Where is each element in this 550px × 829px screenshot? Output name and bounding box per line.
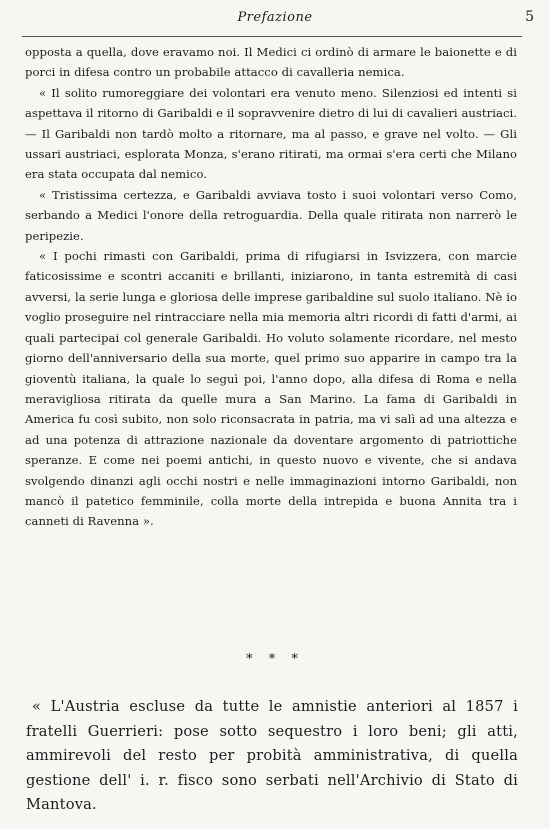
running-header bbox=[0, 8, 550, 30]
section-separator: * * * bbox=[246, 652, 304, 667]
paragraph: « I pochi rimasti con Garibaldi, prima di rifugiarsi in Isvizzera, con marcie faticosissime e scontri accaniti e brillanti, iniziarono, in tanta estremità di casi avversi, la serie lunga e gloriosa delle imprese garibaldine sul suolo italiano. Nè io voglio proseguire nel rintracciare nella mia memoria altri ricordi di fatti d'armi, ai quali partecipai col generale Garibaldi. Ho voluto solamente ricordare, nel mesto giorno dell'anniversario della sua morte, quel primo suo apparire in campo tra la gioventù italiana, la quale lo seguì poi, l'anno dopo, alla difesa di Roma e nella meravigliosa ritirata da quelle mura a San Marino. La fama di Garibaldi in America fu così subito, non solo riconsacrata in patria, ma vi salì ad una altezza e ad una potenza di attrazione nazionale da doventare argomento di patriottiche speranze. E come nei poemi antichi, in questo nuovo e vivente, che si andava svolgendo dinanzi agli occhi nostri e nelle immaginazioni intorno Garibaldi, non mancò il patetico femminile, colla morte della intrepida e buona Annita tra i canneti di Ravenna ». bbox=[25, 249, 517, 529]
quoted-recollection bbox=[25, 42, 517, 532]
page-number: 5 bbox=[525, 9, 534, 25]
running-title: Prefazione bbox=[237, 10, 313, 25]
paragraph: « Tristissima certezza, e Garibaldi avviava tosto i suoi volontari verso Como, serbando a Medici l'onore della retroguardia. Della quale ritirata non narrerò le peripezie. bbox=[25, 187, 517, 243]
archival-note: « L'Austria escluse da tutte le amnistie anteriori al 1857 i fratelli Guerrieri: pose sotto sequestro i loro beni; gli atti, ammirevoli del resto per probità amministrativa, di quella gestione dell' i. r. fisco sono serbati nell'Archivio di Stato di Mantova. bbox=[26, 698, 518, 814]
header-rule bbox=[22, 36, 522, 37]
paragraph: « Il solito rumoreggiare dei volontari era venuto meno. Silenziosi ed intenti si aspettava il ritorno di Garibaldi e il sopravvenire dietro di lui di cavalieri austriaci. — Il Garibaldi non tardò molto a ritornare, ma al passo, e grave nel volto. — Gli ussari austriaci, esplorata Monza, s'erano ritirati, ma ormai s'era certi che Milano era stata occupata dal nemico. bbox=[25, 85, 517, 182]
paragraph: opposta a quella, dove eravamo noi. Il Medici ci ordinò di armare le baionette e di porci in difesa contro un probabile attacco di cavalleria nemica. bbox=[25, 45, 517, 80]
